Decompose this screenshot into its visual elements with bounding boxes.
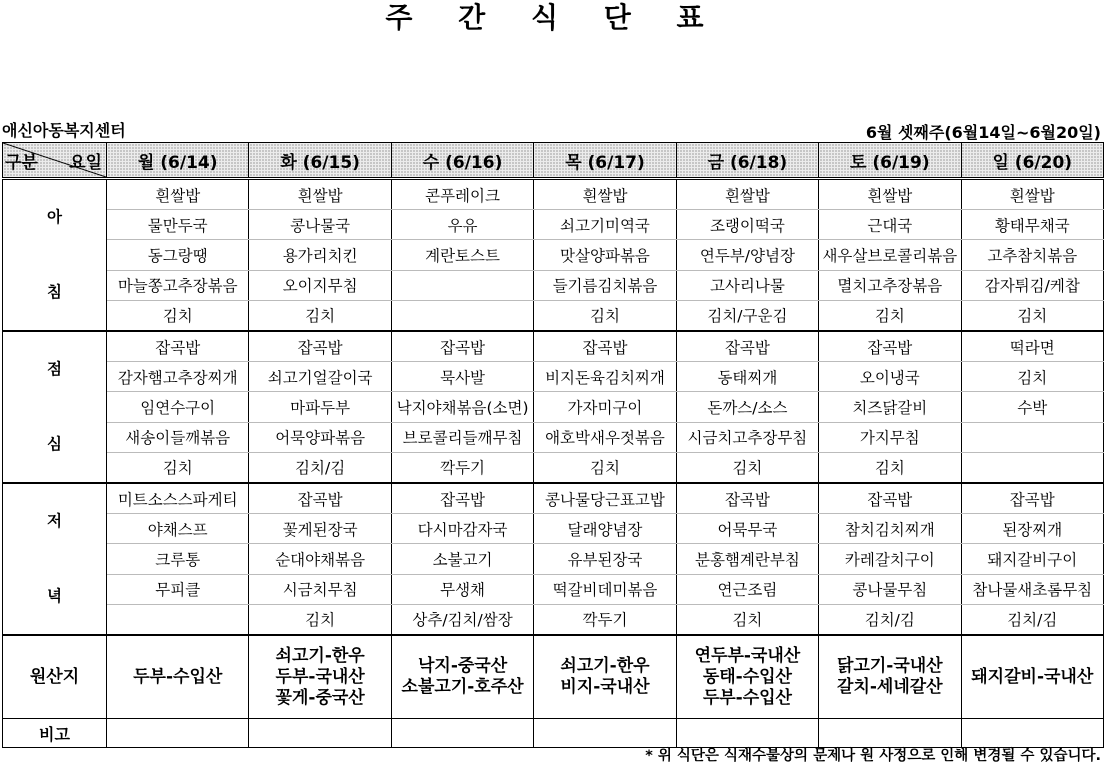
origin-cell bbox=[249, 635, 391, 719]
meal-label bbox=[3, 331, 107, 483]
menu-item: 잡곡밥 bbox=[676, 331, 818, 362]
organization-name: 애신아동복지센터 bbox=[2, 121, 126, 140]
menu-item: 잡곡밥 bbox=[391, 331, 533, 362]
meal-label-top: 점 bbox=[47, 360, 62, 378]
menu-item: 동태찌개 bbox=[676, 362, 818, 392]
page-title: 주 간 식 단 표 bbox=[385, 1, 722, 34]
menu-item: 고추참치볶음 bbox=[961, 240, 1103, 270]
origin-cell bbox=[534, 635, 676, 719]
weekly-menu-table bbox=[2, 142, 1104, 748]
menu-item: 임연수구이 bbox=[107, 392, 249, 422]
menu-item: 김치 bbox=[819, 452, 961, 483]
menu-row bbox=[3, 210, 1104, 240]
menu-item: 꽃게된장국 bbox=[249, 514, 391, 544]
menu-item bbox=[391, 270, 533, 300]
menu-item: 시금치무침 bbox=[249, 574, 391, 604]
menu-item: 낙지야채볶음(소면) bbox=[391, 392, 533, 422]
menu-item: 무피클 bbox=[107, 574, 249, 604]
menu-item bbox=[107, 604, 249, 635]
menu-item: 용가리치킨 bbox=[249, 240, 391, 270]
menu-item: 크루통 bbox=[107, 544, 249, 574]
menu-item: 김치/김 bbox=[961, 604, 1103, 635]
menu-item: 김치 bbox=[961, 300, 1103, 331]
origin-line: 두부-수입산 bbox=[133, 666, 223, 687]
origin-line: 비지-국내산 bbox=[560, 677, 650, 697]
origin-line: 꽃게-중국산 bbox=[275, 687, 365, 708]
origin-line: 돼지갈비-국내산 bbox=[971, 666, 1094, 687]
menu-row bbox=[3, 331, 1104, 362]
origin-cell bbox=[961, 635, 1103, 719]
origin-line: 연두부-국내산 bbox=[694, 645, 801, 666]
menu-item: 황태무채국 bbox=[961, 210, 1103, 240]
origin-line: 두부-국내산 bbox=[275, 666, 365, 687]
day-header: 목 (6/17) bbox=[534, 143, 676, 179]
menu-item: 깍두기 bbox=[534, 604, 676, 635]
menu-item: 미트소스스파게티 bbox=[107, 483, 249, 514]
menu-item: 무생채 bbox=[391, 574, 533, 604]
menu-item: 치즈닭갈비 bbox=[819, 392, 961, 422]
menu-item: 상추/김치/쌈장 bbox=[391, 604, 533, 635]
menu-item: 쇠고기미역국 bbox=[534, 210, 676, 240]
menu-item: 어묵무국 bbox=[676, 514, 818, 544]
menu-item: 흰쌀밥 bbox=[819, 179, 961, 210]
menu-item: 새송이들깨볶음 bbox=[107, 422, 249, 452]
menu-item: 멸치고추장볶음 bbox=[819, 270, 961, 300]
menu-item: 소불고기 bbox=[391, 544, 533, 574]
menu-item: 잡곡밥 bbox=[676, 483, 818, 514]
menu-item: 달래양념장 bbox=[534, 514, 676, 544]
menu-item: 조랭이떡국 bbox=[676, 210, 818, 240]
menu-item: 김치 bbox=[107, 300, 249, 331]
menu-item: 참나물새초롬무침 bbox=[961, 574, 1103, 604]
menu-item: 김치 bbox=[249, 300, 391, 331]
menu-item: 돼지갈비구이 bbox=[961, 544, 1103, 574]
menu-item: 동그랑땡 bbox=[107, 240, 249, 270]
origin-label: 원산지 bbox=[3, 635, 107, 719]
origin-line: 쇠고기-한우 bbox=[275, 645, 365, 666]
day-header: 일 (6/20) bbox=[961, 143, 1103, 179]
menu-row bbox=[3, 604, 1104, 635]
corner-label-day: 요일 bbox=[69, 153, 102, 173]
menu-item: 김치 bbox=[819, 300, 961, 331]
origin-line: 낙지-중국산 bbox=[417, 656, 508, 676]
menu-item: 맛살양파볶음 bbox=[534, 240, 676, 270]
origin-cell bbox=[107, 635, 249, 719]
menu-item: 브로콜리들깨무침 bbox=[391, 422, 533, 452]
menu-item: 마늘쫑고추장볶음 bbox=[107, 270, 249, 300]
day-header: 화 (6/15) bbox=[249, 143, 391, 179]
origin-line: 동태-수입산 bbox=[702, 666, 792, 687]
menu-row bbox=[3, 362, 1104, 392]
menu-item: 김치 bbox=[107, 452, 249, 483]
menu-item: 잡곡밥 bbox=[819, 483, 961, 514]
menu-item: 잡곡밥 bbox=[107, 331, 249, 362]
menu-item: 감자햄고추장찌개 bbox=[107, 362, 249, 392]
meal-label-bottom: 심 bbox=[47, 435, 62, 453]
day-header: 금 (6/18) bbox=[676, 143, 818, 179]
menu-item: 고사리나물 bbox=[676, 270, 818, 300]
menu-item bbox=[961, 422, 1103, 452]
menu-item: 잡곡밥 bbox=[534, 331, 676, 362]
menu-item: 순대야채볶음 bbox=[249, 544, 391, 574]
menu-item: 김치/김 bbox=[249, 452, 391, 483]
menu-item: 흰쌀밥 bbox=[676, 179, 818, 210]
origin-line: 닭고기-국내산 bbox=[837, 656, 943, 676]
menu-item: 김치 bbox=[676, 452, 818, 483]
menu-item: 애호박새우젓볶음 bbox=[534, 422, 676, 452]
menu-item: 가지무침 bbox=[819, 422, 961, 452]
menu-item: 잡곡밥 bbox=[819, 331, 961, 362]
menu-item: 떡라면 bbox=[961, 331, 1103, 362]
menu-item: 콘푸레이크 bbox=[391, 179, 533, 210]
origin-row bbox=[3, 635, 1104, 719]
meal-label-bottom: 침 bbox=[47, 283, 62, 301]
origin-line: 쇠고기-한우 bbox=[560, 656, 650, 676]
menu-item: 수박 bbox=[961, 392, 1103, 422]
menu-item: 들기름김치볶음 bbox=[534, 270, 676, 300]
menu-item: 돈까스/소스 bbox=[676, 392, 818, 422]
note-cell bbox=[249, 719, 391, 748]
corner-header bbox=[3, 143, 107, 179]
menu-item: 가자미구이 bbox=[534, 392, 676, 422]
header-row bbox=[3, 143, 1104, 179]
menu-item: 잡곡밥 bbox=[391, 483, 533, 514]
corner-label-category: 구분 bbox=[5, 153, 38, 173]
meal-label bbox=[3, 179, 107, 332]
menu-item: 콩나물무침 bbox=[819, 574, 961, 604]
menu-row bbox=[3, 483, 1104, 514]
menu-row bbox=[3, 452, 1104, 483]
menu-item: 카레갈치구이 bbox=[819, 544, 961, 574]
meal-label-bottom: 녁 bbox=[47, 587, 62, 605]
menu-item: 오이지무침 bbox=[249, 270, 391, 300]
menu-item: 김치/구운김 bbox=[676, 300, 818, 331]
menu-item: 잡곡밥 bbox=[249, 483, 391, 514]
menu-item bbox=[391, 300, 533, 331]
menu-item: 콩나물국 bbox=[249, 210, 391, 240]
menu-item: 감자튀김/케찹 bbox=[961, 270, 1103, 300]
menu-item: 흰쌀밥 bbox=[961, 179, 1103, 210]
menu-item: 다시마감자국 bbox=[391, 514, 533, 544]
menu-item: 야채스프 bbox=[107, 514, 249, 544]
origin-cell bbox=[676, 635, 818, 719]
day-header: 토 (6/19) bbox=[819, 143, 961, 179]
menu-row bbox=[3, 514, 1104, 544]
menu-item: 콩나물당근표고밥 bbox=[534, 483, 676, 514]
menu-item: 유부된장국 bbox=[534, 544, 676, 574]
day-header: 수 (6/16) bbox=[391, 143, 533, 179]
menu-item: 계란토스트 bbox=[391, 240, 533, 270]
meal-label-top: 저 bbox=[47, 512, 62, 530]
menu-item: 시금치고추장무침 bbox=[676, 422, 818, 452]
menu-row bbox=[3, 300, 1104, 331]
menu-item: 어묵양파볶음 bbox=[249, 422, 391, 452]
menu-item: 김치 bbox=[676, 604, 818, 635]
menu-row bbox=[3, 270, 1104, 300]
note-cell bbox=[107, 719, 249, 748]
menu-item: 잡곡밥 bbox=[249, 331, 391, 362]
menu-item: 우유 bbox=[391, 210, 533, 240]
menu-item: 근대국 bbox=[819, 210, 961, 240]
origin-cell bbox=[819, 635, 961, 719]
menu-row bbox=[3, 179, 1104, 210]
menu-item: 흰쌀밥 bbox=[249, 179, 391, 210]
meal-label bbox=[3, 483, 107, 635]
menu-item: 쇠고기얼갈이국 bbox=[249, 362, 391, 392]
menu-item: 분홍햄계란부침 bbox=[676, 544, 818, 574]
meal-label-top: 아 bbox=[47, 208, 62, 226]
menu-row bbox=[3, 544, 1104, 574]
menu-row bbox=[3, 392, 1104, 422]
menu-item bbox=[961, 452, 1103, 483]
menu-row bbox=[3, 422, 1104, 452]
week-range: 6월 셋째주(6월14일~6월20일) bbox=[865, 123, 1101, 142]
menu-row bbox=[3, 574, 1104, 604]
menu-item: 김치/김 bbox=[819, 604, 961, 635]
menu-item: 비지돈육김치찌개 bbox=[534, 362, 676, 392]
note-label: 비고 bbox=[3, 719, 107, 748]
menu-item: 흰쌀밥 bbox=[107, 179, 249, 210]
menu-body bbox=[3, 179, 1104, 636]
menu-item: 김치 bbox=[534, 452, 676, 483]
menu-item: 김치 bbox=[534, 300, 676, 331]
menu-item: 묵사발 bbox=[391, 362, 533, 392]
menu-item: 깍두기 bbox=[391, 452, 533, 483]
menu-row bbox=[3, 240, 1104, 270]
menu-item: 연두부/양념장 bbox=[676, 240, 818, 270]
menu-item: 물만두국 bbox=[107, 210, 249, 240]
day-header: 월 (6/14) bbox=[107, 143, 249, 179]
menu-item: 새우살브로콜리볶음 bbox=[819, 240, 961, 270]
menu-item: 김치 bbox=[249, 604, 391, 635]
origin-line: 갈치-세네갈산 bbox=[837, 677, 943, 697]
menu-item: 흰쌀밥 bbox=[534, 179, 676, 210]
origin-line: 두부-수입산 bbox=[702, 687, 792, 708]
menu-item: 마파두부 bbox=[249, 392, 391, 422]
note-cell bbox=[391, 719, 533, 748]
menu-item: 연근조림 bbox=[676, 574, 818, 604]
menu-item: 잡곡밥 bbox=[961, 483, 1103, 514]
menu-item: 김치 bbox=[961, 362, 1103, 392]
footer-notice: * 위 식단은 식재수불상의 문제나 원 사정으로 인해 변경될 수 있습니다. bbox=[645, 748, 1101, 764]
menu-item: 참치김치찌개 bbox=[819, 514, 961, 544]
origin-line: 소불고기-호주산 bbox=[401, 677, 524, 697]
menu-item: 떡갈비데미볶음 bbox=[534, 574, 676, 604]
menu-item: 된장찌개 bbox=[961, 514, 1103, 544]
menu-item: 오이냉국 bbox=[819, 362, 961, 392]
origin-cell bbox=[391, 635, 533, 719]
